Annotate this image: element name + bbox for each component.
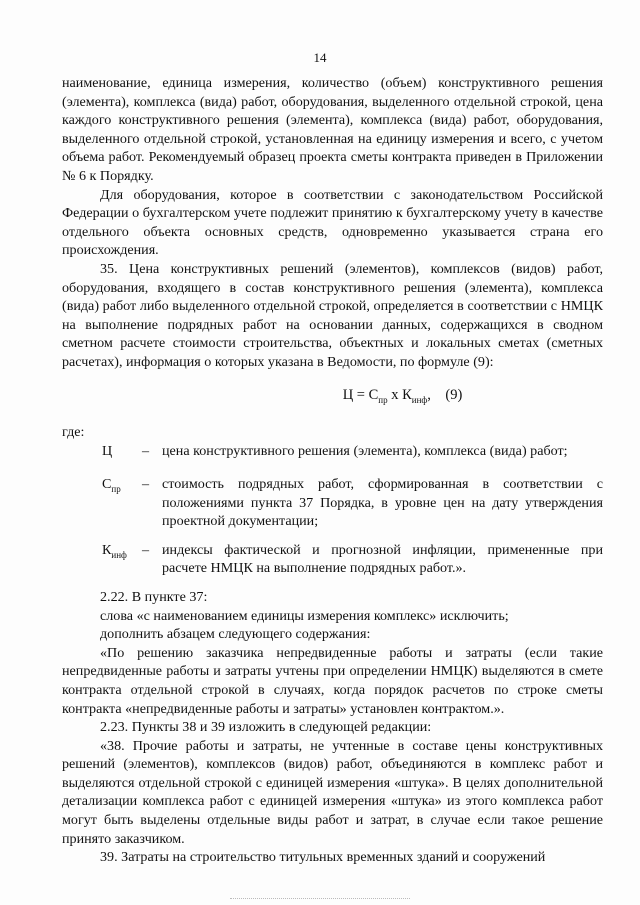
formula-eq: = С (353, 386, 379, 403)
definition-dash: – (142, 541, 150, 558)
paragraph: 2.23. Пункты 38 и 39 изложить в следующей редакции: (100, 719, 432, 736)
definition-symbol: $К_{инф}$ (102, 541, 127, 560)
where-label: где: (62, 423, 85, 440)
definition-dash: – (142, 442, 150, 459)
definition-symbol: $С_{пр}$ (102, 475, 121, 494)
definition-dash: – (142, 475, 150, 492)
definition-text: стоимость подрядных работ, сформированная в соответствии с положениями пункта 37 Порядка, в уровне цен на дату утверждения проектной документации; (162, 475, 603, 530)
paragraph: наименование, единица измерения, количество (объем) конструктивного решения (элемента), комплекса (вида) работ, оборудования, выделенного отдельной строкой, цена каждого конструктивного решения (элемента), комплекса (вида) работ, оборудования, выделенного отдельной строкой, установленная на единицу измерения и всего, с учетом объема работ. Рекомендуемый образец проекта сметы контракта приведен в Приложении № 6 к Порядку. (62, 75, 603, 184)
definition-symbol: Ц (102, 442, 113, 459)
definition-text: индексы фактической и прогнозной инфляции, примененные при расчете НМЦК на выполнение подрядных работ.». (162, 541, 603, 577)
paragraph: 2.22. В пункте 37: (100, 588, 208, 605)
document-body (62, 74, 603, 867)
page-number: 14 (313, 50, 327, 65)
definition-item (62, 541, 603, 578)
scan-edge-mark (230, 898, 410, 901)
formula-sub-pr: пр (378, 394, 388, 405)
formula-suffix: , (427, 386, 431, 403)
formula-times: x К (387, 386, 412, 403)
definition-item (62, 475, 603, 531)
formula-9 (62, 386, 603, 409)
paragraph: Для оборудования, которое в соответствии с законодательством Российской Федерации о бухгалтерском учете подлежит принятию к бухгалтерскому учету в качестве отдельного объекта основных средств, одновременно указывается страна его происхождения. (62, 186, 603, 259)
formula-sub-inf: инф (411, 394, 428, 405)
formula-lhs: Ц (342, 386, 354, 403)
definition-item (62, 442, 603, 465)
paragraph: дополнить абзацем следующего содержания: (100, 626, 371, 643)
paragraph: 39. Затраты на строительство титульных временных зданий и сооружений (100, 849, 546, 866)
formula-number: (9) (445, 386, 463, 403)
paragraph: «38. Прочие работы и затраты, не учтенные в составе цены конструктивных решений (элементов), комплексов (видов) работ, объединяются в комплекс работ и выделяются отдельной строкой с единицей измерения «штука». В целях дополнительной детализации комплекса работ с единицей измерения «штука» из этого комплекса работ могут быть выделены отдельные виды работ и затрат, в случае если такое решение принято заказчиком. (62, 737, 603, 847)
paragraph: «По решению заказчика непредвиденные работы и затраты (если такие непредвиденные работы и затраты учтены при определении НМЦК) выделяются в смете контракта отдельной строкой в случаях, когда порядок расчетов по строке сметы контракта «непредвиденные работы и затраты» установлен контрактом.». (62, 644, 603, 717)
paragraph: слова «с наименованием единицы измерения комплекс» исключить; (100, 607, 509, 624)
paragraph: 35. Цена конструктивных решений (элементов), комплексов (видов) работ, оборудования, входящего в состав конструктивного решения (элемента), комплекса (вида) работ либо выделенного отдельной строкой, определяется в соответствии с НМЦК на выполнение подрядных работ на основании данных, содержащихся в сводном сметном расчете стоимости строительства, объектных и локальных сметах (сметных расчетах), информация о которых указана в Ведомости, по формуле (9): (62, 260, 603, 370)
definition-text: цена конструктивного решения (элемента), комплекса (вида) работ; (162, 442, 568, 459)
